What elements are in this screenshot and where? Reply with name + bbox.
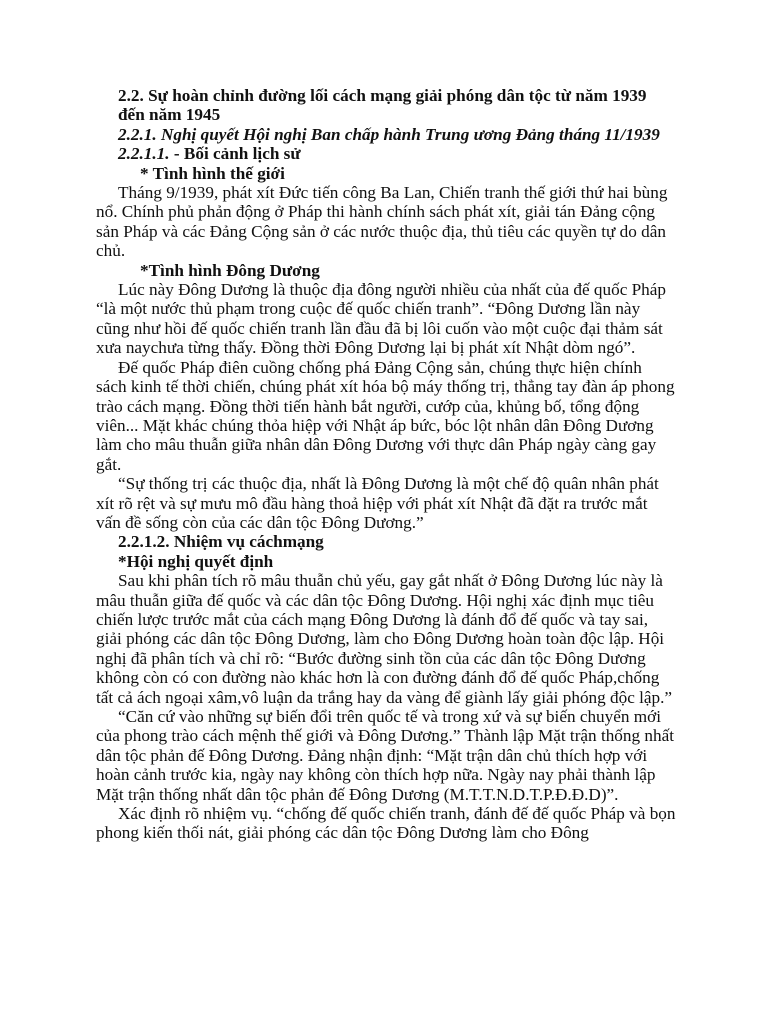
paragraph-indochina-3: “Sự thống trị các thuộc địa, nhất là Đông Dương là một chế độ quân nhân phát xít rõ rệt và sự mưu mô đầu hàng thoả hiệp với phát xít Nhật đã đặt ra trước mắt vấn đề sống còn của các dân tộc Đông Dương.”	[96, 474, 659, 532]
section-heading-2-2: 2.2. Sự hoàn chỉnh đường lối cách mạng giải phóng dân tộc từ năm 1939 đến năm 1945	[118, 86, 647, 125]
section-heading-2-2-1: 2.2.1. Nghị quyết Hội nghị Ban chấp hành Trung ương Đảng tháng 11/1939	[118, 124, 660, 144]
section-title-boi-canh: - Bối cảnh lịch sử	[169, 144, 301, 164]
paragraph-conference-1: Sau khi phân tích rõ mâu thuẫn chủ yếu, gay gắt nhất ở Đông Dương lúc này là mâu thuẫn giữa đế quốc và các dân tộc Đông Dương. Hội nghị xác định mục tiêu chiến lược trước mắt của cách mạng Đông Dương là đánh đổ đế quốc và tay sai, giải phóng các dân tộc Đông Dương, làm cho Đông Dương hoàn toàn độc lập. Hội nghị đã phân tích và chỉ rõ: “Bước đường sinh tồn của các dân tộc Đông Dương không còn có con đường nào khác hơn là con đường đánh đổ đế quốc Pháp,chống tất cả ách ngoại xâm,vô luận da trắng hay da vàng để giành lấy giải phóng độc lập.”	[96, 571, 673, 707]
section-heading-2-2-1-2: 2.2.1.2. Nhiệm vụ cáchmạng	[118, 532, 324, 552]
subheading-world: * Tình hình thế giới	[140, 163, 285, 183]
paragraph-world: Tháng 9/1939, phát xít Đức tiến công Ba Lan, Chiến tranh thế giới thứ hai bùng nổ. Chính phủ phản động ở Pháp thi hành chính sách phát xít, giải tán Đảng cộng sản Pháp và các Đảng Cộng sản ở các nước thuộc địa, thủ tiêu các quyền tự do dân chủ.	[96, 183, 668, 261]
paragraph-conference-2: “Căn cứ vào những sự biến đổi trên quốc tế và trong xứ và sự biến chuyển mới của phong trào cách mệnh thế giới và Đông Dương.” Thành lập Mặt trận thống nhất dân tộc phản đế Đông Dương. Đảng nhận định: “Mặt trận dân chủ thích hợp với hoàn cảnh trước kia, ngày nay không còn thích hợp nữa. Ngày nay phải thành lập Mặt trận thống nhất dân tộc phản đế Đông Dương (M.T.T.N.D.T.P.Đ.Đ.D)”.	[96, 707, 674, 804]
paragraph-indochina-2: Đế quốc Pháp điên cuồng chống phá Đảng Cộng sản, chúng thực hiện chính sách kinh tế thời chiến, chúng phát xít hóa bộ máy thống trị, thẳng tay đàn áp phong trào cách mạng. Đồng thời tiến hành bắt người, cướp của, khủng bố, tổng động viên... Mặt khác chúng thỏa hiệp với Nhật áp bức, bóc lột nhân dân Đông Dương làm cho mâu thuẫn giữa nhân dân Đông Dương với thực dân Pháp ngày càng gay gắt.	[96, 357, 675, 474]
subheading-conference: *Hội nghị quyết định	[118, 551, 274, 571]
paragraph-conference-3: Xác định rõ nhiệm vụ. “chống đế quốc chiến tranh, đánh đế đế quốc Pháp và bọn phong kiến thối nát, giải phóng các dân tộc Đông Dương làm cho Đông	[96, 804, 676, 843]
section-number-2-2-1-1: 2.2.1.1.	[118, 144, 170, 164]
paragraph-indochina-1: Lúc này Đông Dương là thuộc địa đông người nhiều của nhất của đế quốc Pháp “là một nước thủ phạm trong cuộc đế quốc chiến tranh”. “Đông Dương lần này cũng như hồi đế quốc chiến tranh lần đầu đã bị lôi cuốn vào một cuộc đại thảm sát xưa naychưa từng thấy. Đồng thời Đông Dương lại bị phát xít Nhật dòm ngó”.	[96, 280, 667, 358]
section-heading-2-2-1-1	[96, 144, 676, 163]
document-page	[96, 86, 676, 843]
subheading-indochina: *Tình hình Đông Dương	[140, 260, 320, 280]
